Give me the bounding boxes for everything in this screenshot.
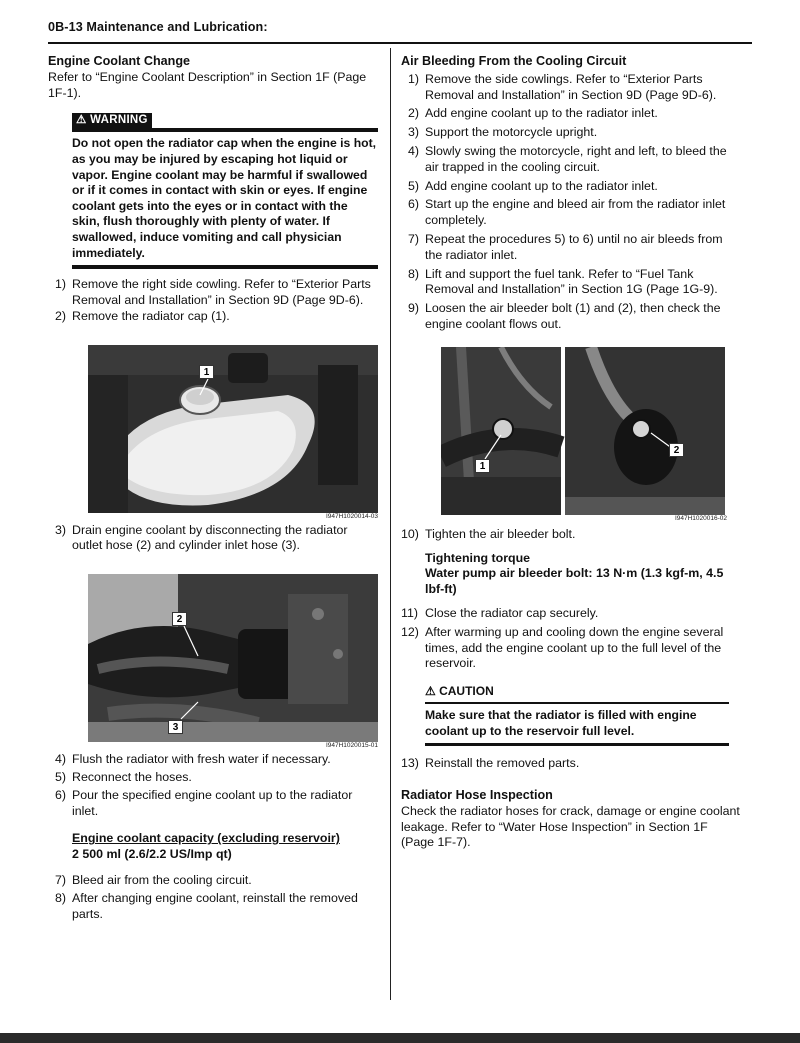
list-item: 4) Flush the radiator with fresh water if necessary. [55, 752, 331, 767]
list-item: 3) Drain engine coolant by disconnecting the radiator outlet hose (2) and cylinder inlet hose (3). [55, 522, 348, 553]
list-item: 1) Remove the right side cowling. Refer to “Exterior Parts Removal and Installation” in Section 9D (Page 9D-6). [55, 277, 371, 307]
photo-radiator-cap [88, 345, 378, 513]
steps-list-b [48, 523, 378, 555]
list-item: 7) Bleed air from the cooling circuit. [55, 872, 252, 887]
section-title-hose-inspection: Radiator Hose Inspection [401, 787, 553, 802]
photo-hoses-illustration [88, 574, 378, 742]
steps-list-d [48, 873, 378, 922]
photo-hoses [88, 574, 378, 742]
photo-code: I947H1020015-01 [325, 742, 378, 750]
page-header-title: 0B-13 Maintenance and Lubrication: [48, 20, 268, 34]
list-item: 10) Tighten the air bleeder bolt. [401, 526, 576, 541]
warning-label: ⚠ WARNING [72, 113, 152, 128]
list-item: 3) Support the motorcycle upright. [408, 125, 598, 140]
steps-list-c [48, 752, 378, 819]
callout-number: 2 [172, 612, 187, 626]
warning-box: Do not open the radiator cap when the engine is hot, as you may be injured by escaping hot liquid or vapor. Engine coolant may be harmful if swallowed or if it comes in contact with skin or eyes. If engine coolant gets into the eyes or in contact with the skin, flush thoroughly with plenty of water. If swallowed, induce vomiting and call physician immediately. [72, 128, 378, 269]
bottom-bar [0, 1033, 800, 1043]
steps-list-right-a [401, 72, 741, 333]
list-item: 9) Loosen the air bleeder bolt (1) and (2), then check the engine coolant flows out. [408, 301, 721, 331]
page-header [48, 20, 752, 44]
list-item: 4) Slowly swing the motorcycle, right and left, to bleed the air trapped in the cooling circuit. [408, 143, 727, 174]
callout-number: 1 [475, 459, 490, 473]
list-item: 12) After warming up and cooling down the engine several times, add the engine coolant up to the full level of the reservoir. [401, 624, 724, 671]
right-column [401, 54, 741, 851]
list-item: 13) Reinstall the removed parts. [401, 756, 580, 771]
steps-list-right-b [401, 527, 741, 543]
steps-list-a [48, 277, 378, 324]
photo-radiator-cap-illustration [88, 345, 378, 513]
photo-air-bleeder-illustration [441, 347, 725, 515]
torque-value: Water pump air bleeder bolt: 13 N·m (1.3 kgf-m, 4.5 lbf-ft) [425, 566, 724, 597]
steps-list-right-c [401, 606, 741, 672]
list-item: 8) After changing engine coolant, reinstall the removed parts. [55, 890, 358, 921]
column-divider [390, 48, 391, 1000]
inspection-paragraph: Check the radiator hoses for crack, damage or engine coolant leakage. Refer to “Water Hose Inspection” in Section 1F (Page 1F-7). [401, 803, 740, 850]
list-item: 5) Add engine coolant up to the radiator inlet. [408, 178, 658, 193]
list-item: 7) Repeat the procedures 5) to 6) until no air bleeds from the radiator inlet. [408, 231, 723, 262]
callout-number: 2 [669, 443, 684, 457]
list-item: 8) Lift and support the fuel tank. Refer to “Fuel Tank Removal and Installation” in Section 1G (Page 1G-9). [408, 266, 718, 297]
left-column [48, 54, 378, 922]
section-title-air-bleeding: Air Bleeding From the Cooling Circuit [401, 54, 627, 68]
list-item: 1) Remove the side cowlings. Refer to “Exterior Parts Removal and Installation” in Section 9D (Page 9D-6). [408, 71, 717, 102]
steps-list-right-d [401, 756, 741, 772]
list-item: 2) Add engine coolant up to the radiator inlet. [408, 106, 658, 121]
section-title-coolant-change: Engine Coolant Change [48, 54, 191, 68]
list-item: 2) Remove the radiator cap (1). [55, 308, 230, 323]
photo-air-bleeder-bolts [441, 347, 725, 515]
list-item: 11) Close the radiator cap securely. [401, 605, 599, 620]
list-item: 6) Pour the specified engine coolant up to the radiator inlet. [55, 787, 353, 818]
callout-number: 1 [199, 365, 214, 379]
photo-code: I947H1020016-02 [674, 514, 727, 522]
torque-title: Tightening torque [425, 550, 531, 565]
spec-value: 2 500 ml (2.6/2.2 US/Imp qt) [72, 847, 232, 862]
callout-number: 3 [168, 720, 183, 734]
list-item: 5) Reconnect the hoses. [55, 769, 192, 784]
intro-paragraph: Refer to “Engine Coolant Description” in Section 1F (Page 1F-1). [48, 69, 367, 100]
photo-code: I947H1020014-03 [325, 512, 378, 520]
caution-box: Make sure that the radiator is filled with engine coolant up to the reservoir full level. [425, 702, 729, 746]
list-item: 6) Start up the engine and bleed air from the radiator inlet completely. [408, 197, 726, 228]
spec-title: Engine coolant capacity (excluding reservoir) [72, 831, 340, 846]
caution-label: ⚠ CAUTION [425, 684, 494, 699]
